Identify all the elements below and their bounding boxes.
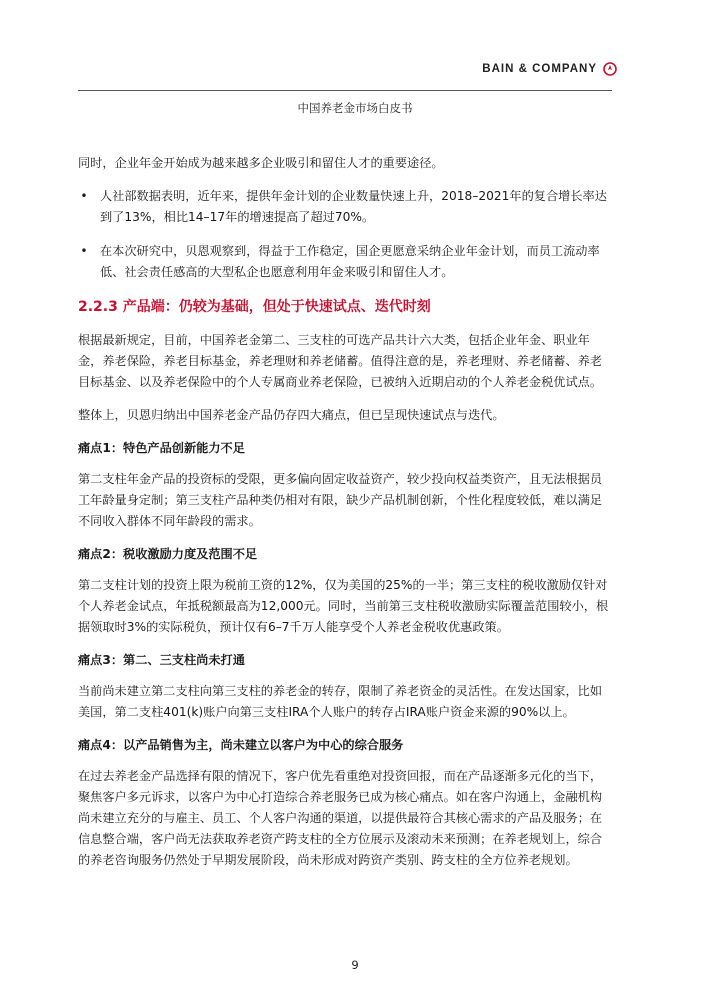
document-title: 中国养老金市场白皮书 [297,101,413,115]
bullet-text: 人社部数据表明，近年来，提供年金计划的企业数量快速上升，2018–2021年的复合增长率达到了13%，相比14–17年的增速提高了超过70%。 [100,189,607,224]
pain-point-body: 在过去养老金产品选择有限的情况下，客户优先看重绝对投资回报，而在产品逐渐多元化的当下，聚焦客户多元诉求，以客户为中心打造综合养老服务已成为核心痛点。如在客户沟通上，金融机构尚未建立充分的与雇主、员工、个人客户沟通的渠道，以提供最符合其核心需求的产品及服务；在信息整合端，客户尚无法获取养老资产跨支柱的全方位展示及滚动未来预测；在养老规划上，综合的养老咨询服务仍然处于早期发展阶段，尚未形成对跨资产类别、跨支柱的全方位养老规划。 [78,769,603,867]
logo-text: BAIN & COMPANY [482,63,597,75]
header-divider [78,90,612,91]
company-logo [482,62,617,76]
pain-point-body: 当前尚未建立第二支柱向第三支柱的养老金的转存，限制了养老资金的灵活性。在发达国家，比如美国，第二支柱401(k)账户向第三支柱IRA个人账户的转存占IRA账户资金来源的90%以上。 [78,684,603,719]
bullet-item [78,241,613,283]
page-body [78,153,613,883]
intro-paragraph: 同时，企业年金开始成为越来越多企业吸引和留住人才的重要途径。 [78,156,444,170]
compass-logo-icon [603,62,617,76]
body-paragraph: 根据最新规定，目前，中国养老金第二、三支柱的可选产品共计六大类，包括企业年金、职业年金，养老保险，养老目标基金，养老理财和养老储蓄。值得注意的是，养老理财、养老储蓄、养老目标基金、以及养老保险中的个人专属商业养老保险，已被纳入近期启动的个人养老金税优试点。 [78,333,603,389]
bullet-item [78,186,613,228]
pain-point-body: 第二支柱年金产品的投资标的受限，更多偏向固定收益资产，较少投向权益类资产，且无法根据员工年龄量身定制；第三支柱产品种类仍相对有限，缺少产品机制创新，个性化程度较低，难以满足不同收入群体不同年龄段的需求。 [78,472,603,528]
bullet-dot-icon: • [80,189,88,203]
pain-point-title: 痛点4：以产品销售为主，尚未建立以客户为中心的综合服务 [78,738,404,752]
body-paragraph: 整体上，贝恩归纳出中国养老金产品仍存四大痛点，但已呈现快速试点与迭代。 [78,408,505,422]
section-heading: 2.2.3 产品端：仍较为基础，但处于快速试点、迭代时刻 [78,299,431,315]
page-number: 9 [351,958,359,972]
bullet-dot-icon: • [80,244,88,258]
pain-point-title: 痛点2：税收激励力度及范围不足 [78,547,258,561]
bullet-text: 在本次研究中，贝恩观察到，得益于工作稳定，国企更愿意采纳企业年金计划，而员工流动率低、社会责任感高的大型私企也愿意利用年金来吸引和留住人才。 [100,244,600,279]
pain-point-title: 痛点3：第二、三支柱尚未打通 [78,653,245,667]
pain-point-title: 痛点1：特色产品创新能力不足 [78,441,245,455]
pain-point-body: 第二支柱计划的投资上限为税前工资的12%，仅为美国的25%的一半；第三支柱的税收激励仅针对个人养老金试点，年抵税额最高为12,000元。同时，当前第三支柱税收激励实际覆盖范围较小，根据领取时3%的实际税负，预计仅有6–7千万人能享受个人养老金税收优惠政策。 [78,578,609,634]
